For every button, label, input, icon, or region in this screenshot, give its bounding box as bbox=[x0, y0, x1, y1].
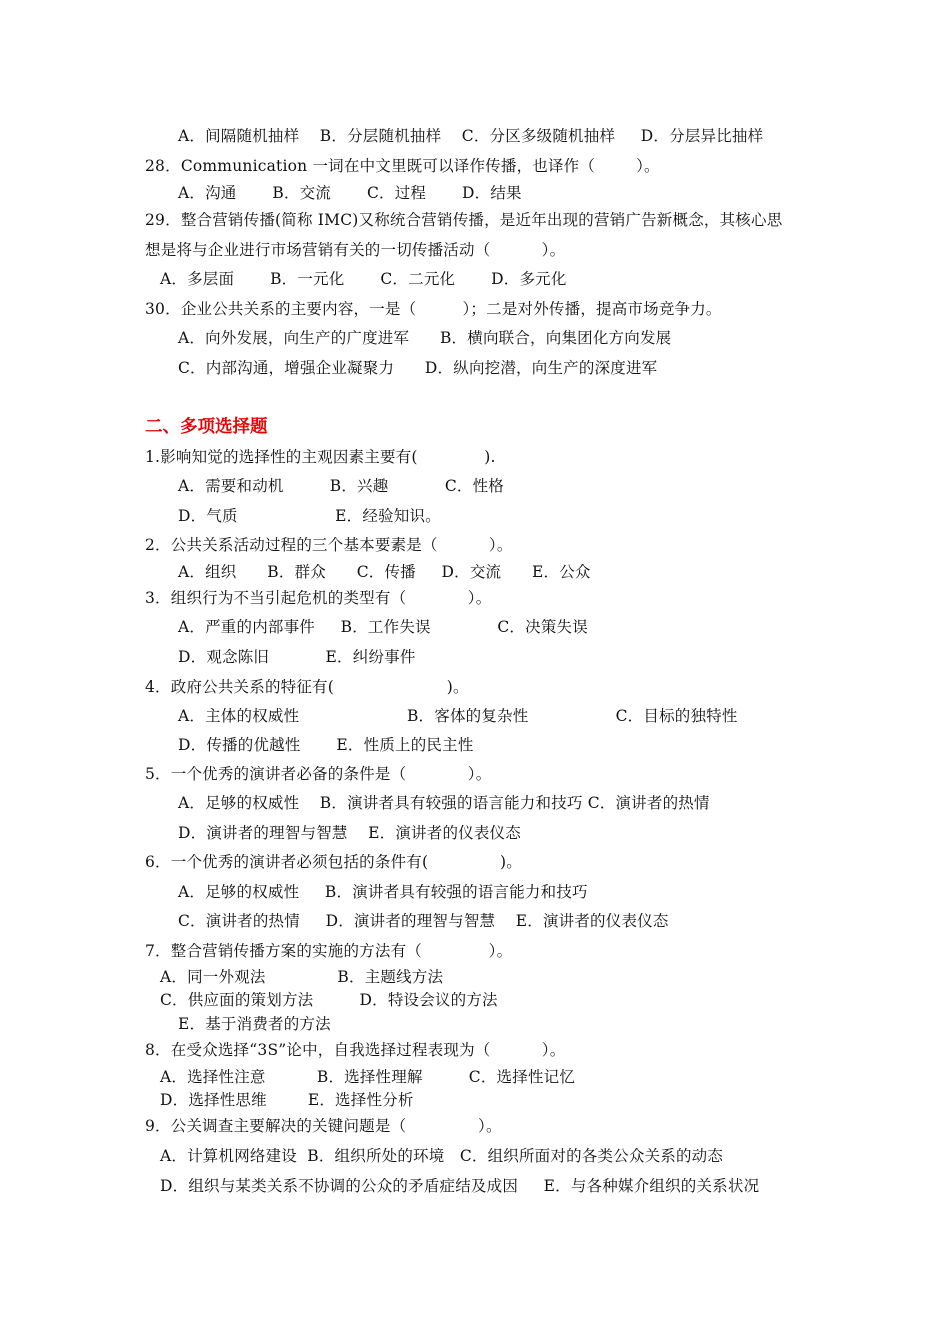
line-m5-options-1: A．足够的权威性 B．演讲者具有较强的语言能力和技巧 C．演讲者的热情 bbox=[178, 794, 710, 812]
line-m9-options-2: D．组织与某类关系不协调的公众的矛盾症结及成因 E．与各种媒介组织的关系状况 bbox=[160, 1177, 760, 1195]
line-m1-options-2: D．气质 E．经验知识。 bbox=[178, 507, 441, 525]
line-q30-options-1: A．向外发展，向生产的广度进军 B．横向联合，向集团化方向发展 bbox=[178, 329, 672, 347]
line-m7-options-2: C．供应面的策划方法 D．特设会议的方法 bbox=[160, 991, 498, 1009]
line-m7-options-3: E．基于消费者的方法 bbox=[178, 1015, 331, 1033]
line-m3-stem: 3．组织行为不当引起危机的类型有（ ）。 bbox=[145, 589, 492, 607]
line-m4-options-1: A．主体的权威性 B．客体的复杂性 C．目标的独特性 bbox=[178, 707, 738, 725]
line-q28-options: A．沟通 B．交流 C．过程 D．结果 bbox=[178, 184, 522, 202]
line-m8-options-1: A．选择性注意 B．选择性理解 C．选择性记忆 bbox=[160, 1068, 576, 1086]
line-q30-options-2: C．内部沟通，增强企业凝聚力 D．纵向挖潜，向生产的深度进军 bbox=[178, 359, 658, 377]
line-q29-options: A．多层面 B．一元化 C．二元化 D．多元化 bbox=[160, 270, 567, 288]
line-m1-options-1: A．需要和动机 B．兴趣 C．性格 bbox=[178, 477, 504, 495]
line-q29-stem-2: 想是将与企业进行市场营销有关的一切传播活动（ ）。 bbox=[145, 241, 566, 259]
line-m6-options-1: A．足够的权威性 B．演讲者具有较强的语言能力和技巧 bbox=[178, 883, 588, 901]
line-m7-options-1: A．同一外观法 B．主题线方法 bbox=[160, 968, 444, 986]
line-q29-stem-1: 29．整合营销传播(简称 IMC)又称统合营销传播，是近年出现的营销广告新概念，其核心思 bbox=[145, 211, 783, 229]
line-q27-options: A．间隔随机抽样 B．分层随机抽样 C．分区多级随机抽样 D．分层异比抽样 bbox=[178, 127, 764, 145]
line-q30-stem: 30．企业公共关系的主要内容，一是（ ）；二是对外传播，提高市场竞争力。 bbox=[145, 300, 722, 318]
line-m6-options-2: C．演讲者的热情 D．演讲者的理智与智慧 E．演讲者的仪表仪态 bbox=[178, 912, 669, 930]
line-m2-options: A．组织 B．群众 C．传播 D．交流 E．公众 bbox=[178, 563, 591, 581]
line-m9-stem: 9．公关调查主要解决的关键问题是（ ）。 bbox=[145, 1117, 502, 1135]
line-m8-options-2: D．选择性思维 E．选择性分析 bbox=[160, 1091, 414, 1109]
line-m8-stem: 8．在受众选择“3S”论中，自我选择过程表现为（ ）。 bbox=[145, 1041, 566, 1059]
line-m5-stem: 5．一个优秀的演讲者必备的条件是（ ）。 bbox=[145, 765, 492, 783]
line-m3-options-2: D．观念陈旧 E．纠纷事件 bbox=[178, 648, 416, 666]
line-m6-stem: 6．一个优秀的演讲者必须包括的条件有( )。 bbox=[145, 853, 522, 871]
line-m2-stem: 2．公共关系活动过程的三个基本要素是（ ）。 bbox=[145, 536, 513, 554]
line-m4-options-2: D．传播的优越性 E．性质上的民主性 bbox=[178, 736, 474, 754]
line-m7-stem: 7．整合营销传播方案的实施的方法有（ ）。 bbox=[145, 942, 513, 960]
line-m1-stem: 1.影响知觉的选择性的主观因素主要有( ). bbox=[145, 448, 496, 466]
line-q28-stem: 28．Communication 一词在中文里既可以译作传播，也译作（ ）。 bbox=[145, 157, 660, 175]
section-heading-multiple-choice: 二、多项选择题 bbox=[145, 417, 268, 437]
line-m9-options-1: A．计算机网络建设 B．组织所处的环境 C．组织所面对的各类公众关系的动态 bbox=[160, 1147, 724, 1165]
line-m3-options-1: A．严重的内部事件 B．工作失误 C．决策失误 bbox=[178, 618, 588, 636]
line-m5-options-2: D．演讲者的理智与智慧 E．演讲者的仪表仪态 bbox=[178, 824, 521, 842]
line-m4-stem: 4．政府公共关系的特征有( )。 bbox=[145, 678, 469, 696]
